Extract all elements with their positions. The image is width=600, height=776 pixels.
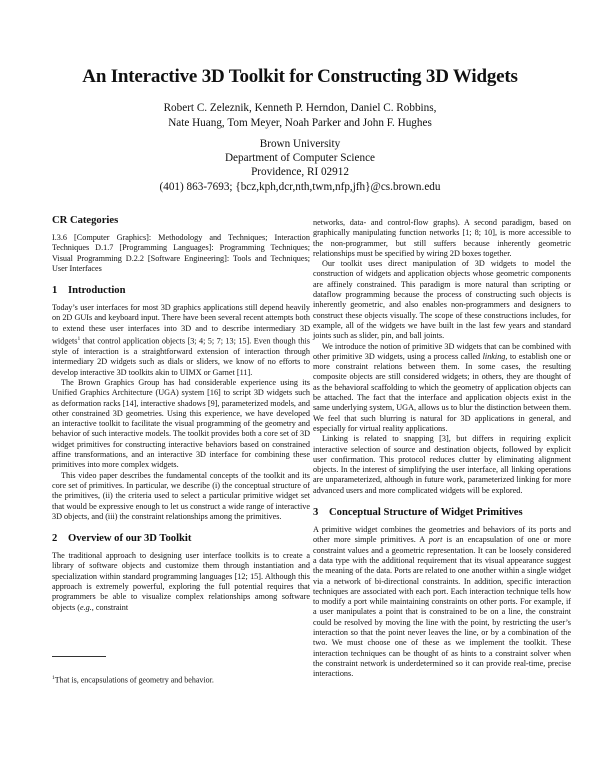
- structure-p1-text-a: A primitive widget combines the geometries and behaviors of its ports and other more simple primitives. A: [313, 525, 571, 545]
- overview-continued-paragraph: networks, data- and control-flow graphs). A second paradigm, based on graphically manipulating function networks [1; 8; 10], is more accessible to the non-programmer, but still suffers because inherently geometric relationships must be specified by wiring 2D boxes together.: [313, 218, 571, 258]
- department: Department of Computer Science: [224, 152, 376, 165]
- overview-paragraph-1: [52, 551, 310, 613]
- port-term: port: [428, 535, 443, 545]
- authors-line-2: Nate Huang, Tom Meyer, Noah Parker and John F. Hughes: [168, 116, 432, 129]
- intro-paragraph-1: [52, 303, 310, 378]
- overview-paragraph-2: Our toolkit uses direct manipulation of 3D widgets to model the construction of widgets and application objects whose geometric components are affinely constrained. This paradigm is more natural than scripting or dataflow programming because the process of constructing such objects is inherently geometric, and also enables non-programmers and designers to construct these objects visually. The scope of these constructions includes, for example, all of the widgets we have built in the last few years and standard joints such as slider, pin, and ball joints.: [313, 259, 571, 341]
- right-column: [313, 218, 571, 679]
- overview-paragraph-3: [313, 342, 571, 435]
- section-2-heading: [52, 533, 310, 545]
- linking-term: linking: [482, 351, 506, 361]
- intro-p1-text-a: Today’s user interfaces for most 3D graphics applications still depend heavily on 2D GUIs and keyboard input. There have been several recent attempts both to extend these user interfaces into 3D and to describe intermediary 3D widgets: [52, 303, 310, 346]
- section-1-heading: [52, 285, 310, 297]
- author-list: [0, 101, 600, 130]
- section-3-heading: [313, 507, 571, 519]
- left-column: [52, 215, 310, 613]
- overview-p3-text-b: , to establish one or more constraint relations between them. In some cases, the resulting composite objects are still considered widgets; in others, they are thought of as the behavioral scaffolding to which the geometry of application objects can be attached. The fact that the interface and application objects exist in the same underlying system, UGA, allows us to blur the distinction between them. We feel that such blurring is natural for 3D applications in general, and especially for virtual reality applications.: [313, 351, 571, 433]
- university: Brown University: [259, 138, 341, 150]
- section-3-number: 3: [313, 507, 319, 519]
- paper-title: An Interactive 3D Toolkit for Constructing 3D Widgets: [82, 66, 518, 87]
- city: Providence, RI 02912: [251, 166, 349, 179]
- intro-paragraph-3: This video paper describes the fundamental concepts of the toolkit and its core set of primitives. In particular, we describe (i) the conceptual structure of the primitives, (ii) the criteria used to select a particular primitive widget set that would be expressive enough to let us construct a wide range of interactive 3D objects, and (iii) the constraint relationships among the primitives.: [52, 470, 310, 521]
- overview-p1-eg: e.g.: [79, 602, 92, 612]
- intro-p1-text-b: that control application objects [3; 4; 5; 7; 13; 15]. Even though this style of interaction is a straightforward extension of interaction through intermediary 2D widgets such as dials or sliders, we know of no efforts to develop interactive 3D toolkits akin to UIMX or Garnet [11].: [52, 336, 310, 377]
- footnote-mark: 1: [52, 675, 55, 681]
- footnote: [52, 673, 310, 686]
- contact-info: (401) 863-7693; {bcz,kph,dcr,nth,twm,nfp,jfh}@cs.brown.edu: [159, 180, 441, 193]
- cr-categories-text: I.3.6 [Computer Graphics]: Methodology and Techniques; Interaction Techniques D.1.7 [Programming Languages]: Programming Techniques; Visual Programming D.2.2 [Software Engineering]: Tools and Techniques; User Interfaces: [52, 233, 310, 273]
- section-3-title: Conceptual Structure of Widget Primitives: [329, 507, 523, 519]
- section-1-title: Introduction: [68, 285, 126, 297]
- intro-paragraph-2: The Brown Graphics Group has had considerable experience using its Unified Graphics Architecture (UGA) system [16] to script 3D widgets such as deformation racks [14], interactive shadows [9], parameterized models, and other constrained 3D geometries. Using this experience, we have developed an interactive toolkit to facilitate the visual programming of the geometry and behavior of such interactive models. The toolkit provides both a core set of 3D widget primitives for constructing interactive behaviors based on constrained affine transformations, and an interactive 3D interface for combining these primitives into more complex widgets.: [52, 378, 310, 470]
- section-2-title: Overview of our 3D Toolkit: [68, 533, 192, 545]
- section-1-number: 1: [52, 285, 58, 297]
- structure-paragraph-1: [313, 525, 571, 679]
- affiliation-block: [0, 137, 600, 194]
- overview-p3-text-a: We introduce the notion of primitive 3D widgets that can be combined with other primitive 3D widgets, using a process called: [313, 341, 571, 361]
- footnote-text: That is, encapsulations of geometry and behavior.: [54, 675, 214, 685]
- footnote-ref: 1: [77, 336, 81, 343]
- section-2-number: 2: [52, 533, 58, 545]
- footnote-divider: [52, 656, 106, 657]
- overview-p1-text-a: The traditional approach to designing user interface toolkits is to create a library of software objects and customize them through instantiation and specialization within standard programming languages [12; 15]. Although this approach is extremely powerful, exploring the full potential requires that programmers be able to visualize complex relationships among software objects (: [52, 551, 310, 612]
- cr-categories-heading: CR Categories: [52, 215, 119, 226]
- structure-p1-text-b: is an encapsulation of one or more constraint values and a geometric representation. It can be loosely considered a data type with the additional requirement that its visual appearance suggest the meaning of the data. Ports are related to one another within a single widget via a network of bi-directional constraints. In addition, specific interaction techniques are associated with each port. Each interaction technique tells how to modify a port while maintaining constraints on other ports. For example, if a user manipulates a point that is constrained to be on a line, the constraint could be resolved by moving the line with the point, by restricting the user’s interaction so that the point never leaves the line, or by a combination of the two. We must choose one of these as we implement the toolkit. These interaction techniques can be thought of as hints to a constraint solver when the constraint network is underdetermined so it can provide real-time, precise interactions.: [313, 535, 571, 679]
- overview-p1-text-b: , constraint: [91, 602, 129, 612]
- overview-paragraph-4: Linking is related to snapping [3], but differs in requiring explicit interactive selection of source and destination objects, followed by explicit user confirmation. This protocol reduces clutter by eliminating alignment objects. In the interest of simplifying the user interface, all linking operations are unparameterized, although in future work, parameterized linking for more advanced users and more complicated widgets will be explored.: [313, 434, 571, 495]
- authors-line-1: Robert C. Zeleznik, Kenneth P. Herndon, Daniel C. Robbins,: [163, 102, 437, 114]
